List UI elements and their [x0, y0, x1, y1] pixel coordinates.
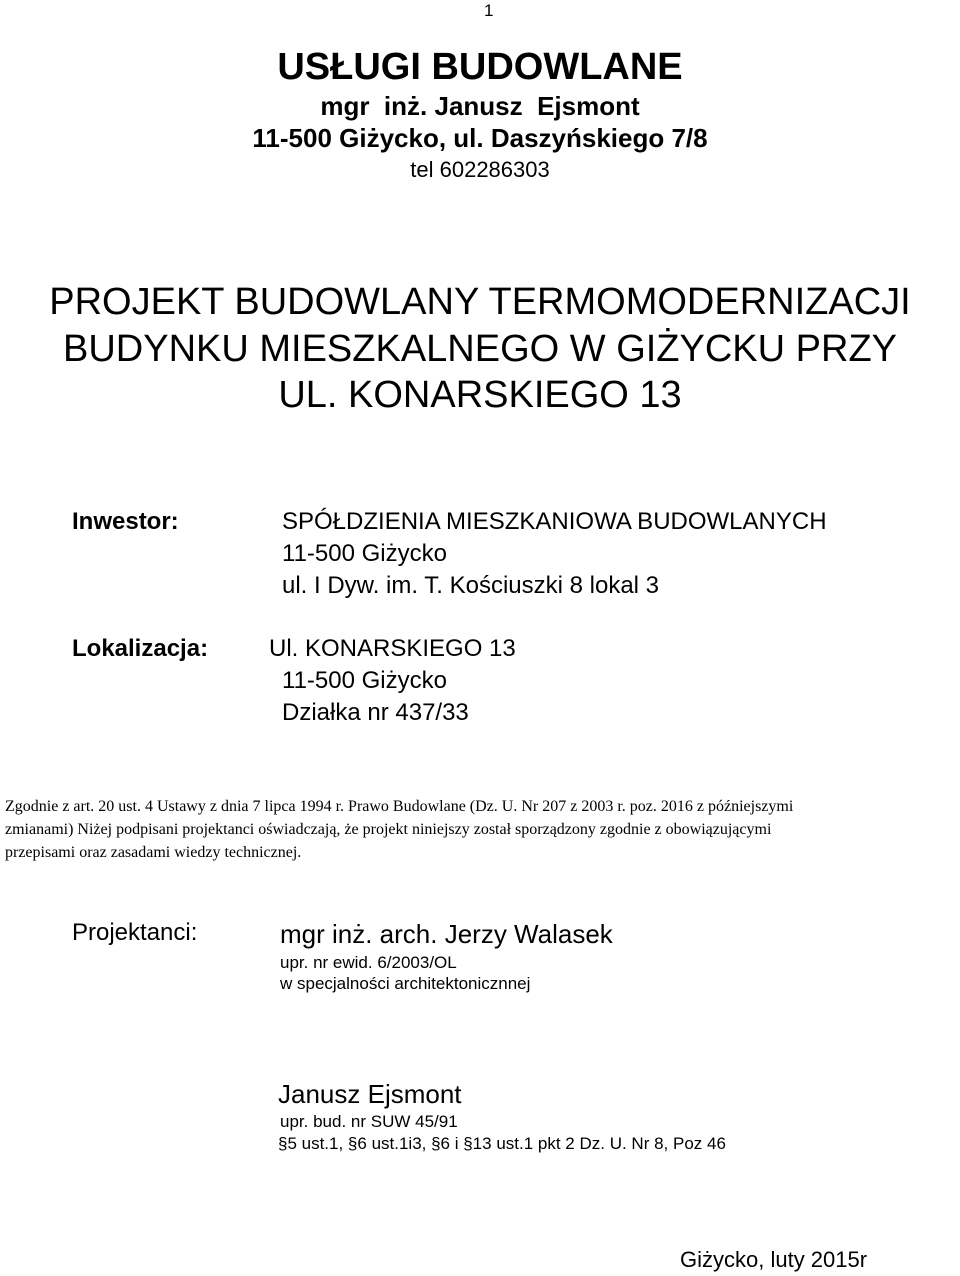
- investor-line2: 11-500 Giżycko: [282, 540, 447, 567]
- designers-label: Projektanci:: [72, 919, 198, 946]
- location-label: Lokalizacja:: [72, 635, 209, 662]
- investor-line3: ul. I Dyw. im. T. Kościuszki 8 lokal 3: [282, 572, 660, 599]
- statement-line1: Zgodnie z art. 20 ust. 4 Ustawy z dnia 7 lipca 1994 r. Prawo Budowlane (Dz. U. Nr 207 z 2003 r. poz. 2016 z późniejszymi: [5, 798, 794, 815]
- designer2-legal-basis: §5 ust.1, §6 ust.1i3, §6 i §13 ust.1 pkt 2 Dz. U. Nr 8, Poz 46: [278, 1134, 726, 1153]
- statement-line2: zmianami) Niżej podpisani projektanci oświadczają, że projekt niniejszy został sporządzony zgodnie z obowiązującymi: [5, 821, 772, 838]
- designer1-specialty: w specjalności architektonicznnej: [280, 974, 531, 993]
- project-title-line3: UL. KONARSKIEGO 13: [278, 374, 682, 416]
- investor-line1: SPÓŁDZIENIA MIESZKANIOWA BUDOWLANYCH: [282, 508, 827, 535]
- company-address: 11-500 Giżycko, ul. Daszyńskiego 7/8: [252, 123, 708, 153]
- statement-line3: przepisami oraz zasadami wiedzy technicznej.: [5, 844, 302, 861]
- location-line2: 11-500 Giżycko: [282, 667, 447, 694]
- designer2-license: upr. bud. nr SUW 45/91: [280, 1112, 458, 1131]
- location-line3: Działka nr 437/33: [282, 699, 469, 726]
- company-phone: tel 602286303: [410, 157, 550, 182]
- place-date: Giżycko, luty 2015r: [680, 1247, 868, 1272]
- company-name: USŁUGI BUDOWLANE: [277, 46, 683, 88]
- designer1-license: upr. nr ewid. 6/2003/OL: [280, 953, 457, 972]
- project-title-line2: BUDYNKU MIESZKALNEGO W GIŻYCKU PRZY: [63, 328, 897, 370]
- designer1-name: mgr inż. arch. Jerzy Walasek: [280, 919, 613, 949]
- page-number: 1: [484, 1, 494, 20]
- company-owner: mgr inż. Janusz Ejsmont: [320, 91, 640, 121]
- designer2-name: Janusz Ejsmont: [278, 1079, 462, 1109]
- investor-label: Inwestor:: [72, 508, 179, 535]
- project-title-line1: PROJEKT BUDOWLANY TERMOMODERNIZACJI: [49, 281, 911, 323]
- location-line1: Ul. KONARSKIEGO 13: [269, 635, 516, 662]
